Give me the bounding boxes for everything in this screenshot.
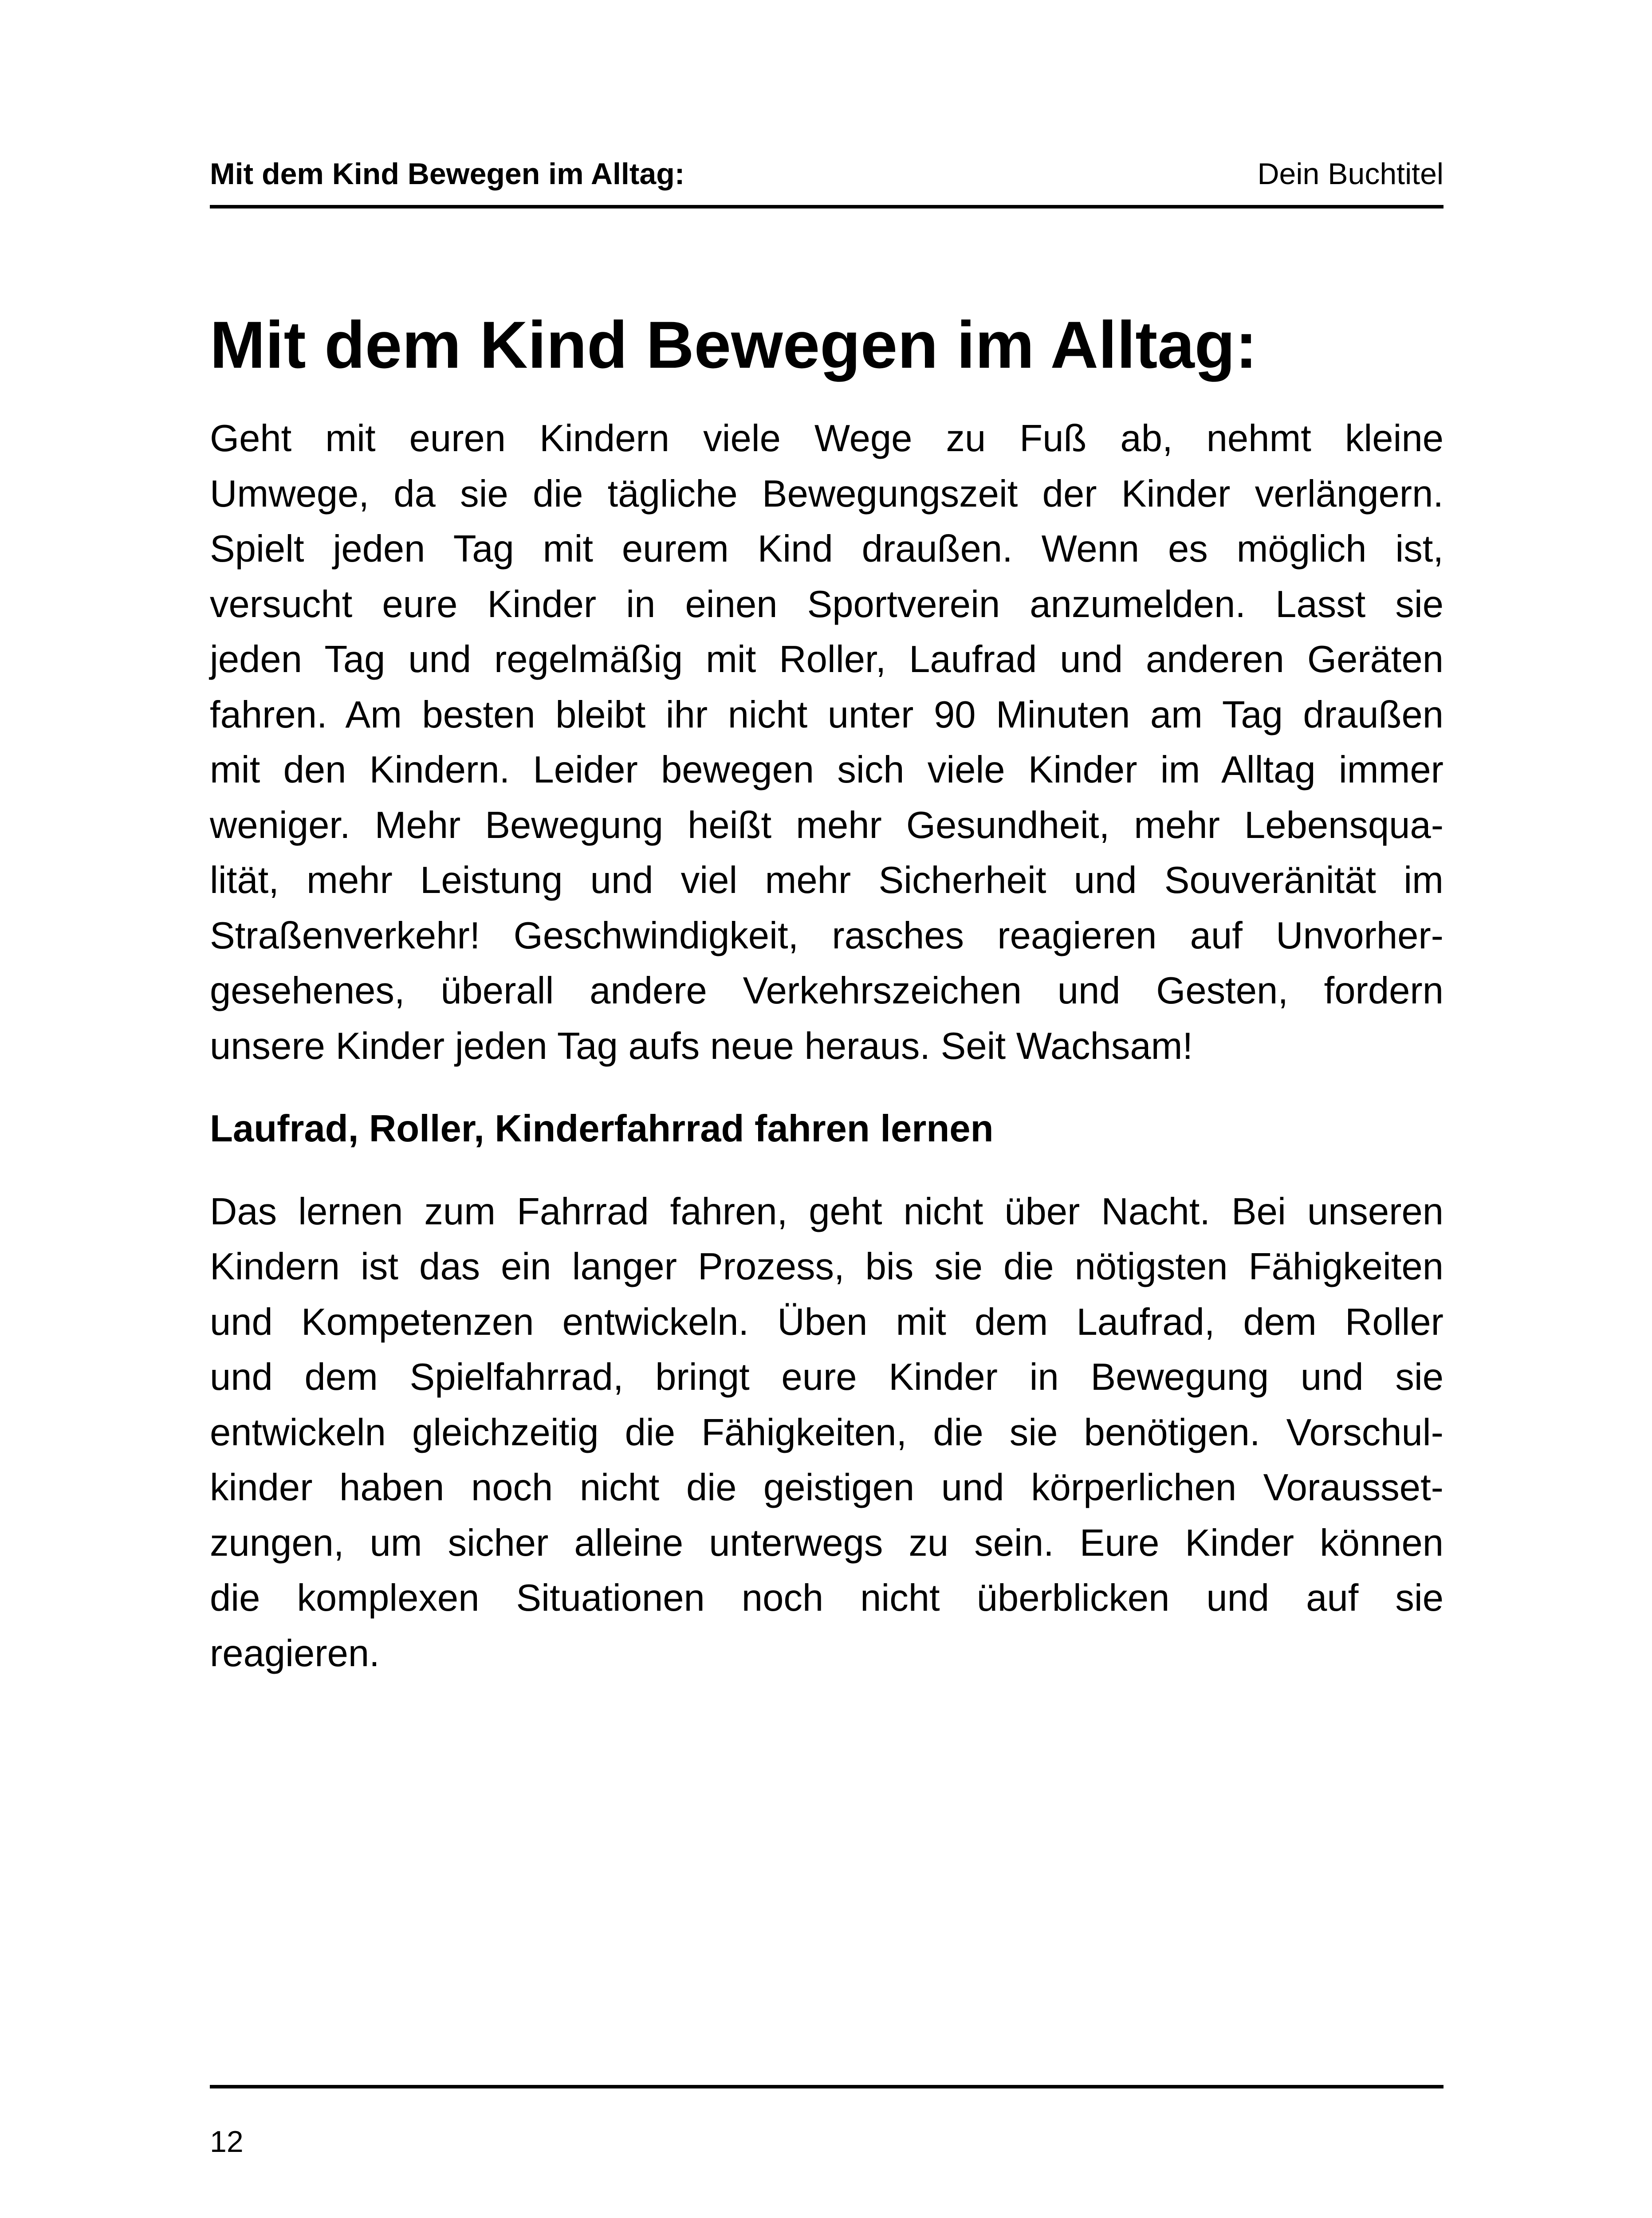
text-line: zungen, um sicher alleine unterwegs zu sein. Eure Kinder können	[210, 1522, 1444, 1564]
text-line: Umwege, da sie die tägliche Bewegungszeit der Kinder verlängern.	[210, 472, 1444, 515]
header-chapter-title: Mit dem Kind Bewegen im Alltag:	[210, 157, 685, 191]
text-line: gesehenes, überall andere Verkehrszeichen und Gesten, fordern	[210, 970, 1444, 1012]
text-line: lität, mehr Leistung und viel mehr Sicherheit und Souveränität im	[210, 859, 1444, 901]
text-line: Straßenverkehr! Geschwindigkeit, rasches reagieren auf Unvorher-	[210, 914, 1444, 957]
page-number: 12	[210, 2125, 244, 2159]
text-line: unsere Kinder jeden Tag aufs neue heraus. Seit Wachsam!	[210, 1025, 1193, 1067]
text-line: mit den Kindern. Leider bewegen sich viele Kinder im Alltag immer	[210, 749, 1444, 791]
footer-rule	[210, 2085, 1444, 2088]
text-line: jeden Tag und regelmäßig mit Roller, Laufrad und anderen Geräten	[210, 638, 1444, 680]
paragraph-1	[210, 411, 1444, 1074]
text-line: Das lernen zum Fahrrad fahren, geht nicht über Nacht. Bei unseren	[210, 1190, 1444, 1233]
running-header	[210, 156, 1444, 192]
paragraph-2	[210, 1184, 1444, 1682]
text-line: die komplexen Situationen noch nicht überblicken und auf sie	[210, 1577, 1444, 1619]
text-line: Geht mit euren Kindern viele Wege zu Fuß ab, nehmt kleine	[210, 417, 1444, 460]
header-book-title: Dein Buchtitel	[1257, 157, 1444, 191]
text-line: Spielt jeden Tag mit eurem Kind draußen. Wenn es möglich ist,	[210, 528, 1444, 570]
text-line: kinder haben noch nicht die geistigen und körperlichen Vorausset-	[210, 1467, 1444, 1509]
section-heading: Laufrad, Roller, Kinderfahrrad fahren lernen	[210, 1108, 994, 1150]
text-line: versucht eure Kinder in einen Sportverein anzumelden. Lasst sie	[210, 583, 1444, 625]
text-line: und Kompetenzen entwickeln. Üben mit dem Laufrad, dem Roller	[210, 1301, 1444, 1343]
text-line: reagieren.	[210, 1632, 380, 1675]
text-line: fahren. Am besten bleibt ihr nicht unter 90 Minuten am Tag draußen	[210, 693, 1444, 736]
header-rule	[210, 205, 1444, 208]
page-content	[210, 306, 1444, 1681]
text-line: entwickeln gleichzeitig die Fähigkeiten, die sie benötigen. Vorschul-	[210, 1411, 1444, 1454]
text-line: weniger. Mehr Bewegung heißt mehr Gesundheit, mehr Lebensqua-	[210, 804, 1444, 846]
page-title: Mit dem Kind Bewegen im Alltag:	[210, 307, 1258, 382]
text-line: und dem Spielfahrrad, bringt eure Kinder in Bewegung und sie	[210, 1356, 1444, 1398]
text-line: Kindern ist das ein langer Prozess, bis sie die nötigsten Fähigkeiten	[210, 1246, 1444, 1288]
